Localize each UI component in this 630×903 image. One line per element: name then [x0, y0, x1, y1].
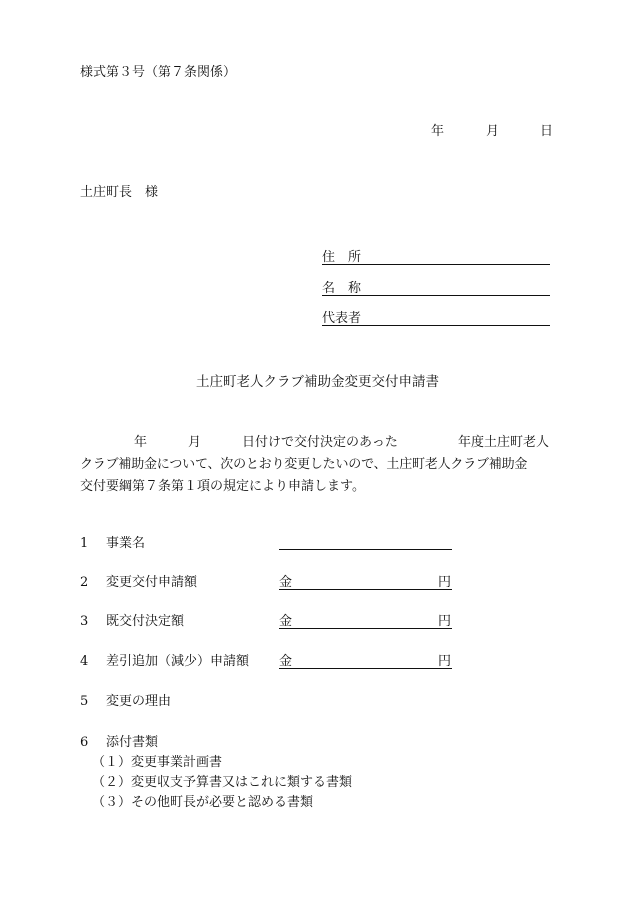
date-year: 年 [431, 124, 445, 139]
item-number: 5 [80, 694, 89, 709]
item-number: 6 [80, 735, 89, 750]
attachment-item: （２）変更収支予算書又はこれに類する書類 [92, 775, 353, 790]
item-label: 添付書類 [106, 735, 159, 750]
difference-amount-line[interactable] [279, 668, 452, 669]
item-label: 既交付決定額 [106, 614, 185, 629]
decided-amount-line[interactable] [279, 628, 452, 629]
document-title: 土庄町老人クラブ補助金変更交付申請書 [196, 374, 439, 390]
amount-prefix: 金 [279, 654, 293, 669]
item-label: 変更の理由 [106, 694, 172, 709]
item-label: 事業名 [106, 536, 146, 551]
project-name-line[interactable] [279, 549, 452, 550]
attachment-item: （１）変更事業計画書 [92, 755, 223, 770]
address-line[interactable] [322, 264, 550, 265]
body-line1-tail: 年度土庄町老人 [458, 435, 550, 450]
representative-line[interactable] [322, 325, 550, 326]
item-label: 差引追加（減少）申請額 [106, 654, 250, 669]
date-month: 月 [486, 124, 500, 139]
body-year-label: 年 [134, 435, 148, 450]
item-number: 2 [80, 575, 89, 590]
attachment-item: （３）その他町長が必要と認める書類 [92, 795, 314, 810]
amount-prefix: 金 [279, 614, 293, 629]
body-line2: クラブ補助金について、次のとおり変更したいので、土庄町老人クラブ補助金 [80, 457, 528, 472]
item-number: 3 [80, 614, 89, 629]
body-line3: 交付要綱第７条第１項の規定により申請します。 [80, 479, 365, 494]
item-number: 1 [80, 536, 89, 551]
item-number: 4 [80, 654, 89, 669]
date-day: 日 [540, 124, 554, 139]
amount-suffix: 円 [438, 575, 452, 590]
change-amount-line[interactable] [279, 589, 452, 590]
addressee: 土庄町長 様 [80, 185, 159, 200]
name-line[interactable] [322, 295, 550, 296]
item-label: 変更交付申請額 [106, 575, 198, 590]
name-label: 名 称 [322, 281, 362, 296]
representative-label: 代表者 [322, 311, 362, 326]
body-month-label: 月 [188, 435, 202, 450]
amount-prefix: 金 [279, 575, 293, 590]
body-line1-text: 日付けで交付決定のあった [242, 435, 398, 450]
amount-suffix: 円 [438, 614, 452, 629]
amount-suffix: 円 [438, 654, 452, 669]
form-number: 様式第３号（第７条関係） [80, 65, 237, 80]
address-label: 住 所 [322, 250, 362, 265]
